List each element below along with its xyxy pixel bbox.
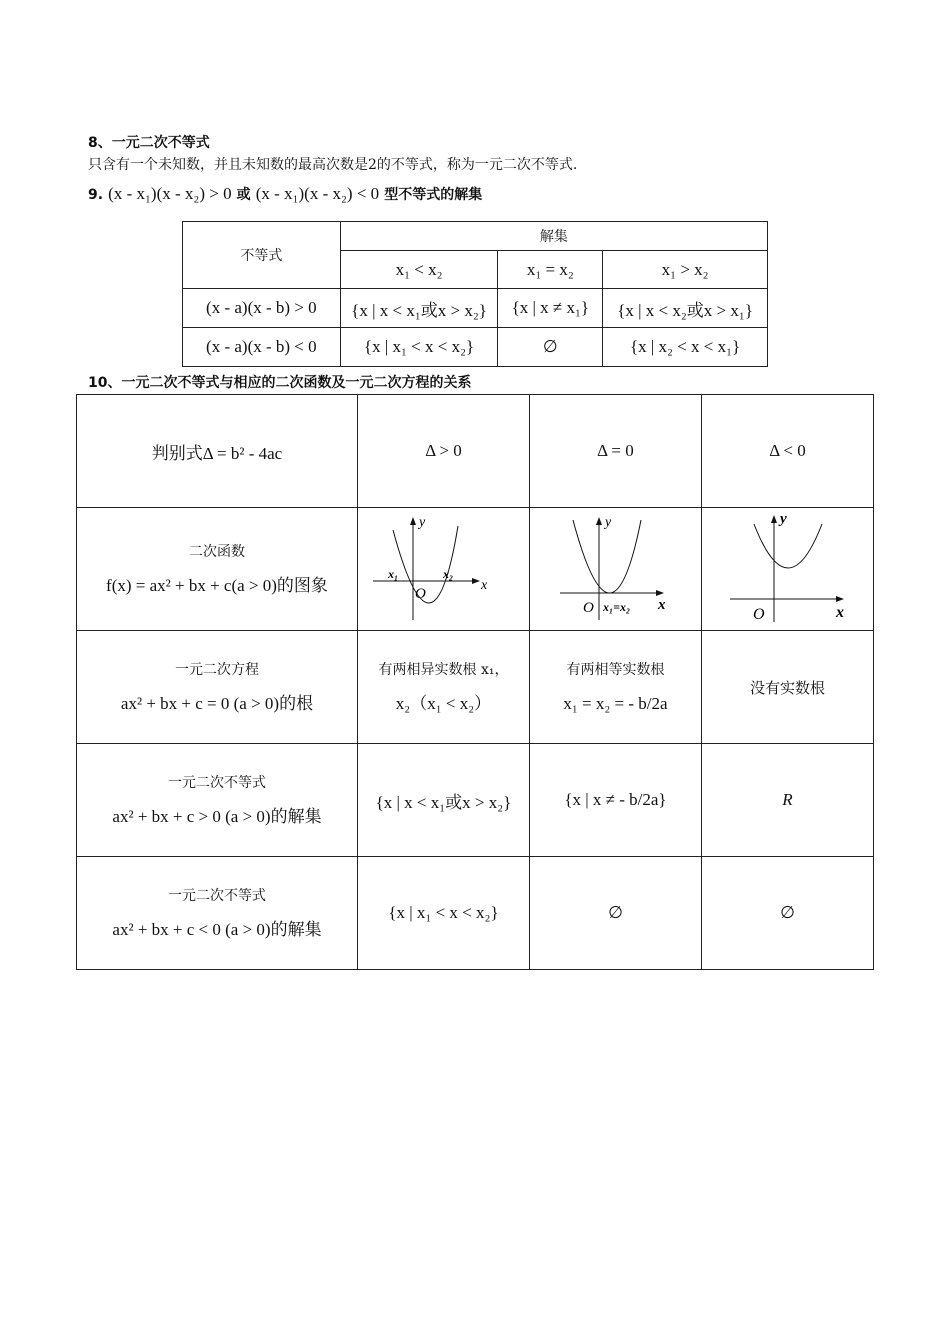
header-solution: 解集 [340,222,767,251]
gt-double-root: {x | x ≠ - b/2a} [529,744,701,857]
parabola-two-roots-graph [358,508,528,626]
row-gt-cell: {x | x ≠ x₁} [498,289,603,328]
graph-no-root [701,508,873,631]
discriminant-label: 判别式Δ = b² - 4ac [77,395,358,508]
x1-label: x₁ [388,567,399,581]
y-axis-label: y [605,515,612,530]
equation-double-root-line1: 有两相等实数根 [566,662,665,678]
row-gt-cell: {x | x < x₁或x > x₂} [340,289,498,328]
gt-no-root: R [701,744,873,857]
equation-two-roots-line2: x₂（x₁ < x₂） [395,694,492,713]
gt-row-label [77,744,358,857]
relation-table [76,394,874,970]
section-10-title: 10、一元二次不等式与相应的二次函数及一元二次方程的关系 [88,375,472,391]
lt-row-label-line2: ax² + bx + c < 0 (a > 0)的解集 [112,920,322,939]
case-eq: x₁ = x₂ [498,251,603,289]
equation-row-label-line2: ax² + bx + c = 0 (a > 0)的根 [120,694,314,713]
graph-row-label-line1: 二次函数 [189,544,245,560]
equation-two-roots-line1: 有两相异实数根 x₁， [378,662,509,678]
section-9-suffix: 型不等式的解集 [384,187,483,203]
y-axis-label: y [780,511,788,527]
gt-row-label-line1: 一元二次不等式 [168,775,266,791]
lt-no-root: ∅ [701,857,873,970]
equation-row-label-line1: 一元二次方程 [175,662,259,678]
graph-two-roots [358,508,530,631]
x2-label: x₂ [443,567,454,581]
graph-row-label [77,508,358,631]
origin-label: O [415,586,427,602]
case-gt: x₁ > x₂ [603,251,768,289]
section-8-definition: 只含有一个未知数，并且未知数的最高次数是2的不等式，称为一元二次不等式. [88,157,578,173]
case-negative: Δ < 0 [701,395,873,508]
parabola-double-root-graph [530,508,700,626]
solution-set-table [182,221,768,367]
section-9-or: 或 [236,187,251,203]
gt-two-roots: {x | x < x₁或x > x₂} [358,744,530,857]
equation-two-roots [358,631,530,744]
section-9-expr2: (x - x₁)(x - x₂) < 0 [255,184,380,203]
section-9-expr1: (x - x₁)(x - x₂) > 0 [108,184,232,203]
lt-row-label-line1: 一元二次不等式 [168,888,266,904]
parabola-no-root-graph [702,508,872,626]
equation-double-root-line2: x₁ = x₂ = - b/2a [563,694,668,713]
row-gt-cell: {x | x < x₂或x > x₁} [603,289,768,328]
origin-label: O [583,600,595,616]
x-axis-label: x [658,597,666,613]
graph-double-root [529,508,701,631]
row-lt-cell: {x | x₁ < x < x₂} [340,328,498,367]
lt-row-label [77,857,358,970]
section-9-prefix: 9. [88,187,104,203]
row-lt-cell: ∅ [498,328,603,367]
equation-no-root: 没有实数根 [701,631,873,744]
section-9-title [88,184,482,204]
equation-double-root [529,631,701,744]
lt-two-roots: {x | x₁ < x < x₂} [358,857,530,970]
header-inequality: 不等式 [183,222,341,289]
lt-double-root: ∅ [529,857,701,970]
row-lt-inequality: (x - a)(x - b) < 0 [183,328,341,367]
origin-label: O [753,606,766,623]
case-lt: x₁ < x₂ [340,251,498,289]
x-axis-label: x [481,578,488,593]
section-8-title: 8、一元二次不等式 [88,135,210,151]
y-axis-label: y [419,515,426,530]
double-root-label: x₁=x₂ [603,600,631,614]
case-zero: Δ = 0 [529,395,701,508]
row-lt-cell: {x | x₂ < x < x₁} [603,328,768,367]
row-gt-inequality: (x - a)(x - b) > 0 [183,289,341,328]
gt-row-label-line2: ax² + bx + c > 0 (a > 0)的解集 [112,807,322,826]
x-axis-label: x [836,604,845,621]
case-positive: Δ > 0 [358,395,530,508]
equation-row-label [77,631,358,744]
graph-row-label-line2: f(x) = ax² + bx + c(a > 0)的图象 [106,576,328,595]
